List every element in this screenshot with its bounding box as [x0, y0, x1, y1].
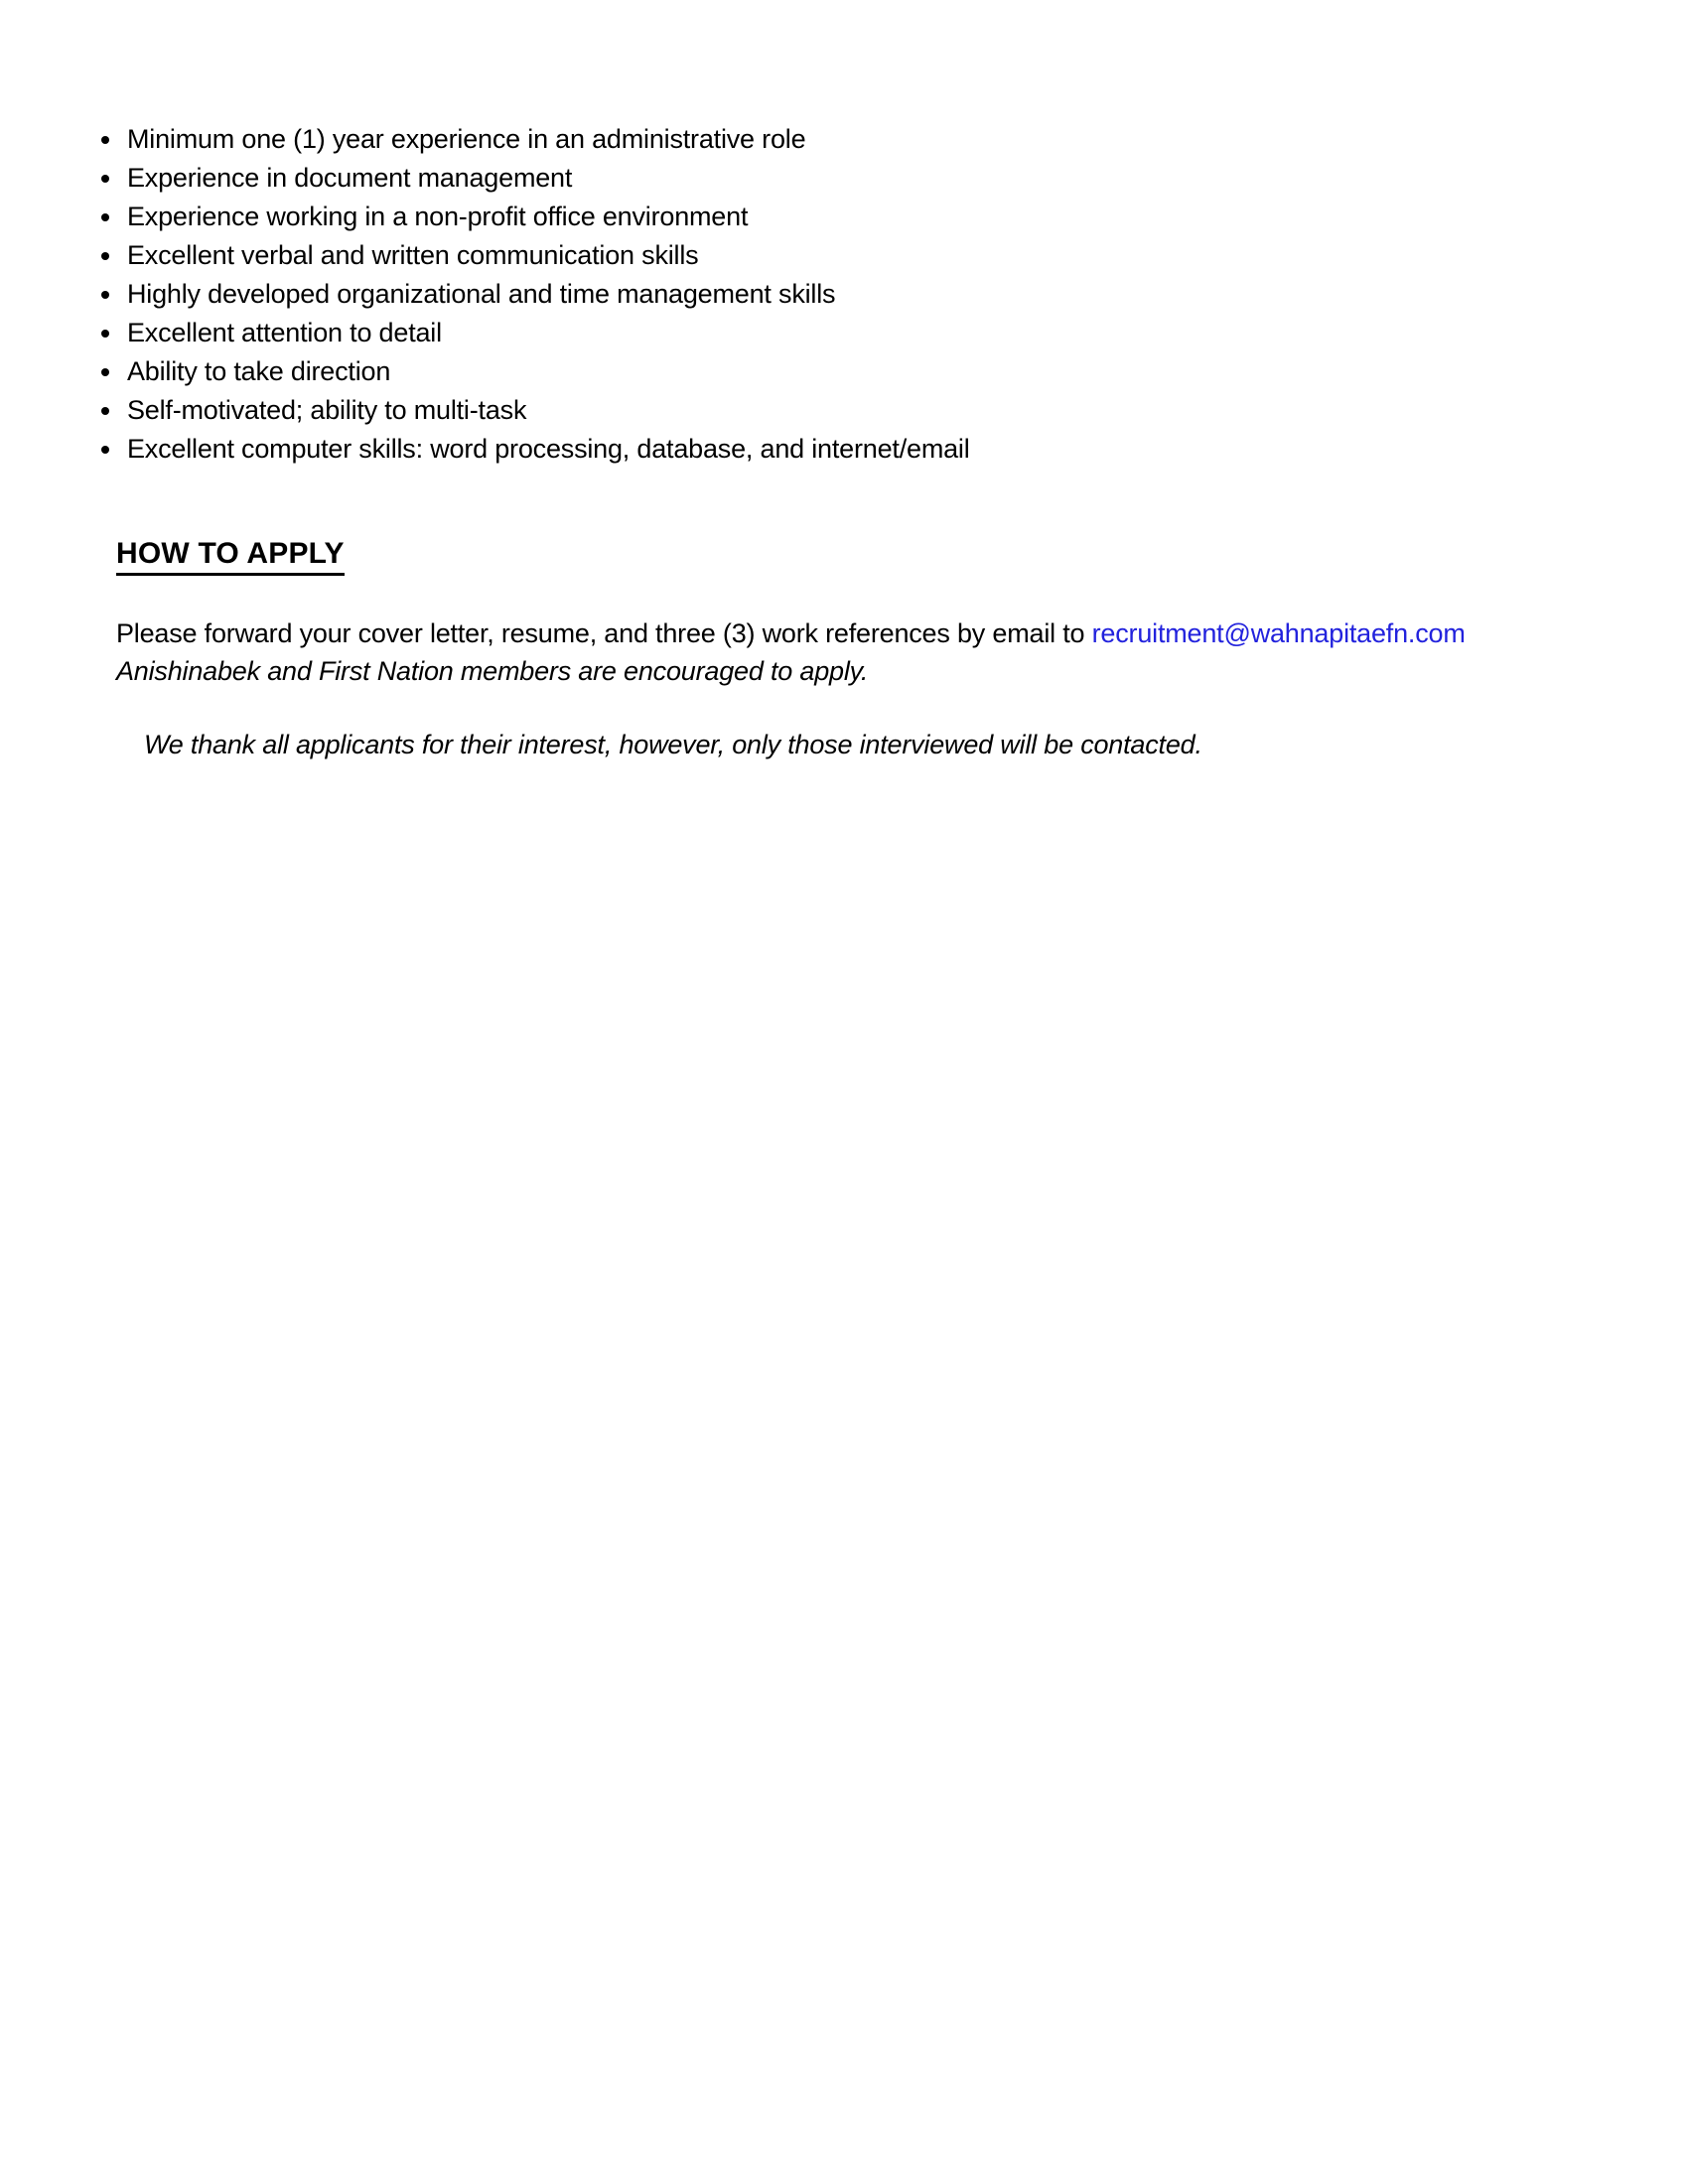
bullet-icon: [101, 136, 109, 144]
bullet-icon: [101, 368, 109, 376]
list-item: [101, 159, 970, 198]
bullet-icon: [101, 407, 109, 415]
list-item-text: Ability to take direction: [127, 356, 391, 386]
how-to-apply-heading: HOW TO APPLY: [116, 538, 345, 576]
list-item: [101, 198, 970, 236]
bullet-icon: [101, 213, 109, 221]
bullet-icon: [101, 175, 109, 183]
list-item-text: Excellent attention to detail: [127, 318, 442, 347]
list-item: [101, 314, 970, 352]
list-item-text: Self-motivated; ability to multi-task: [127, 395, 527, 425]
list-item: [101, 275, 970, 314]
list-item-text: Excellent computer skills: word processing, database, and internet/email: [127, 434, 970, 464]
list-item-text: Experience working in a non-profit office environment: [127, 202, 749, 231]
list-item: [101, 391, 970, 430]
apply-instructions-line: [116, 614, 1466, 652]
list-item-text: Minimum one (1) year experience in an administrative role: [127, 124, 806, 154]
list-item-text: Excellent verbal and written communication skills: [127, 240, 699, 270]
bullet-icon: [101, 446, 109, 454]
list-item-text: Experience in document management: [127, 163, 573, 193]
bullet-icon: [101, 330, 109, 338]
list-item: [101, 352, 970, 391]
email-link[interactable]: recruitment@wahnapitaefn.com: [1091, 618, 1466, 648]
list-item: [101, 236, 970, 275]
encouragement-line: Anishinabek and First Nation members are encouraged to apply.: [116, 656, 869, 686]
apply-paragraph: [116, 614, 1466, 690]
list-item: [101, 430, 970, 469]
list-item-text: Highly developed organizational and time management skills: [127, 279, 836, 309]
bullet-icon: [101, 252, 109, 260]
qualifications-list: [101, 120, 970, 469]
apply-instructions-text: Please forward your cover letter, resume, and three (3) work references by email to: [116, 618, 1092, 648]
bullet-icon: [101, 291, 109, 299]
applicants-notice: We thank all applicants for their interest, however, only those interviewed will be contacted.: [144, 730, 1202, 759]
list-item: [101, 120, 970, 159]
